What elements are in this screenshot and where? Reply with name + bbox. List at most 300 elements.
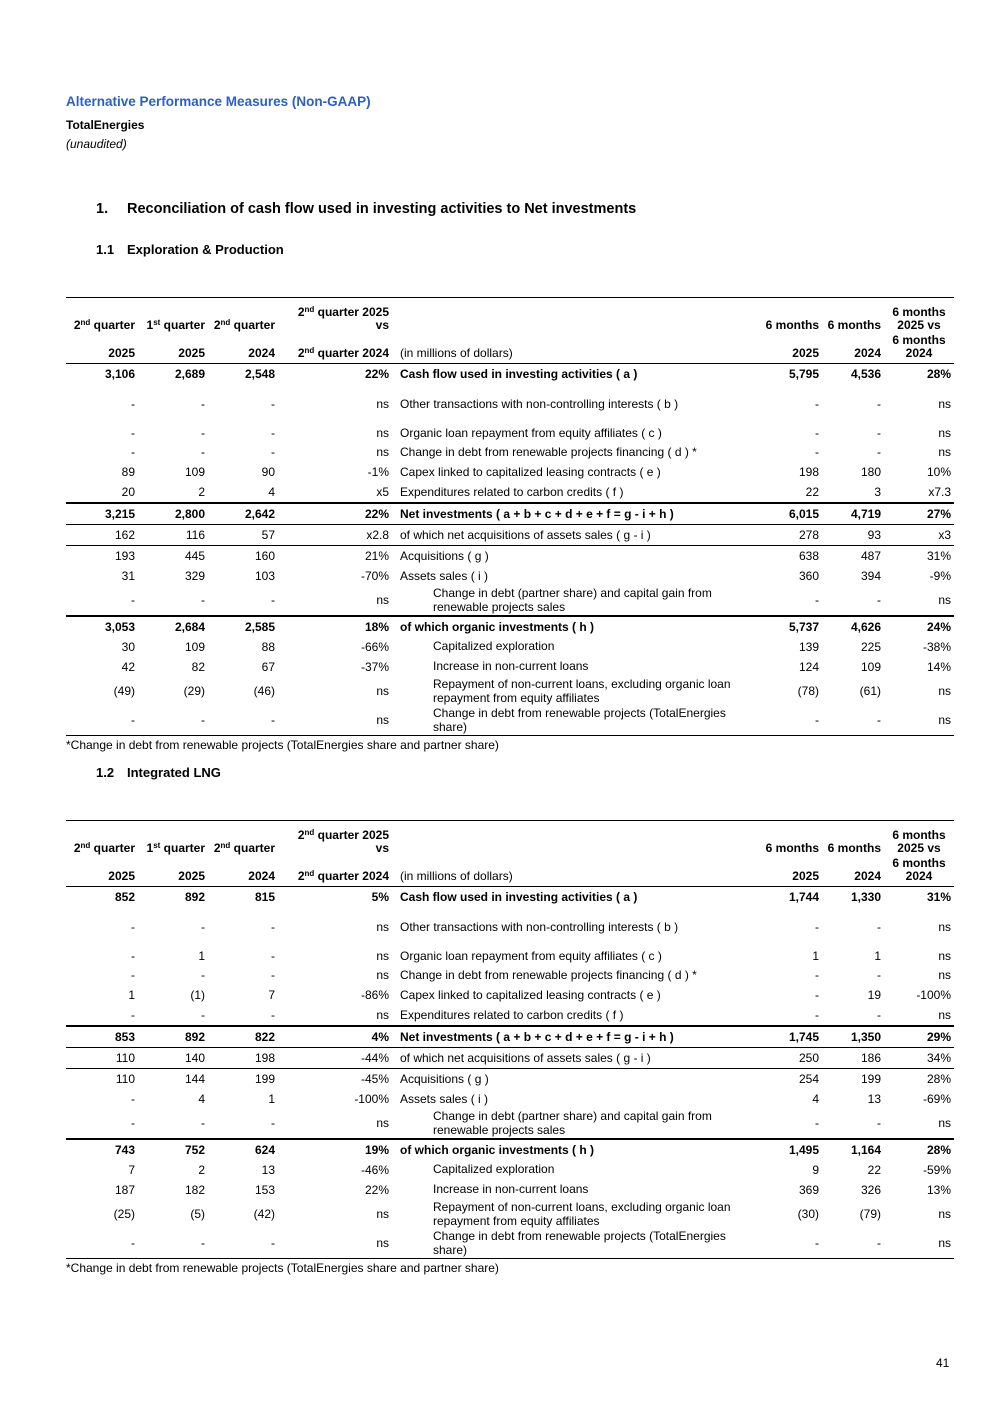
table-row (66, 706, 954, 736)
cell-q1-2025: 2 (198, 1162, 205, 1177)
cell-q2-2025: 20 (121, 484, 135, 499)
cell-q2-2025: 110 (66, 1069, 138, 1090)
cell-q1-2025: - (138, 706, 208, 736)
cell-quarter-variation: ns (376, 1207, 389, 1221)
cell-q2-2025: 743 (66, 1139, 138, 1160)
cell-q1-2025: 140 (138, 1048, 208, 1069)
cell-q1-2025: (29) (183, 684, 205, 698)
cell-q1-2025: 329 (184, 568, 205, 583)
cell-6m-2025: 9 (812, 1162, 819, 1177)
cell-q1-2025: 109 (184, 464, 205, 479)
cell-quarter-variation: -45% (278, 1069, 392, 1090)
cell-quarter-variation: x2.8 (278, 525, 392, 546)
cell-quarter-variation: ns (376, 593, 389, 607)
cell-6m-2024: - (877, 1007, 881, 1022)
cell-6m-variation: x7.3 (928, 484, 951, 499)
cell-q2-2025: 193 (66, 546, 138, 567)
cell-q2-2025: 3,053 (66, 616, 138, 637)
cell-q1-2025: - (201, 920, 205, 934)
cell-q2-2024: - (208, 706, 278, 736)
table-row (66, 907, 954, 936)
table-row (66, 657, 954, 677)
cell-q2-2024: - (271, 920, 275, 934)
table-row (66, 525, 954, 546)
cell-q2-2025: - (131, 920, 135, 934)
table-row (66, 1005, 954, 1026)
row-label: Acquisitions ( g ) (392, 1069, 756, 1090)
cell-6m-2024: 13 (867, 1091, 881, 1106)
cell-6m-2025: - (815, 593, 819, 607)
cell-q1-2025: (5) (190, 1207, 205, 1221)
table-row (66, 364, 954, 385)
table-row (66, 503, 954, 525)
table-footnote: *Change in debt from renewable projects (TotalEnergies share and partner share) (66, 738, 499, 752)
cell-6m-2025: - (815, 426, 819, 440)
cell-6m-2024: - (877, 426, 881, 440)
cell-6m-variation: ns (938, 397, 951, 411)
cell-6m-2025: 360 (798, 568, 819, 583)
row-label: Repayment of non-current loans, excluding organic loan repayment from equity affiliates (433, 677, 731, 705)
cell-quarter-variation: ns (278, 1229, 392, 1259)
cell-quarter-variation: 19% (278, 1139, 392, 1160)
cell-6m-2024: - (877, 1116, 881, 1130)
col-header-q2-2025: 2nd quarter (66, 821, 138, 858)
table-row (66, 413, 954, 442)
col-header-quarter-variation: 2nd quarter 2025 vs (278, 298, 392, 335)
cell-6m-2024: - (877, 593, 881, 607)
table-row (66, 384, 954, 413)
cell-6m-variation: 29% (884, 1026, 954, 1048)
cell-6m-2024: 4,536 (850, 366, 881, 381)
cell-6m-2024: - (822, 706, 884, 736)
cell-q1-2025: 4 (198, 1091, 205, 1106)
table-row (66, 936, 954, 965)
cell-quarter-variation: ns (376, 920, 389, 934)
cell-6m-2025: 254 (756, 1069, 822, 1090)
row-label: Change in debt from renewable projects (TotalEnergies share) (392, 706, 756, 736)
row-label: Assets sales ( i ) (400, 568, 489, 583)
reconciliation-table (66, 297, 954, 736)
cell-quarter-variation: 22% (364, 366, 389, 381)
cell-6m-2024: 93 (822, 525, 884, 546)
table-row (66, 1229, 954, 1259)
row-label: Change in debt from renewable projects financing ( d ) * (400, 444, 697, 459)
cell-6m-2024: - (822, 1229, 884, 1259)
cell-q2-2025: 853 (66, 1026, 138, 1048)
cell-q1-2025: - (201, 426, 205, 440)
row-label: of which net acquisitions of assets sales ( g - i ) (392, 525, 756, 546)
cell-6m-variation: ns (938, 426, 951, 440)
cell-6m-variation: ns (938, 949, 951, 963)
cell-6m-2024: 109 (860, 659, 881, 674)
cell-6m-variation: 28% (884, 1139, 954, 1160)
col-header-label-spacer (392, 821, 756, 858)
cell-q1-2025: - (201, 444, 205, 459)
col-header-year: 2024 (208, 857, 278, 887)
company-name: TotalEnergies (66, 118, 145, 132)
row-label: Acquisitions ( g ) (392, 546, 756, 567)
col-header-6m-variation: 6 months 2025 vs (884, 821, 954, 858)
row-label: Change in debt (partner share) and capital gain from renewable projects sales (433, 1109, 712, 1137)
cell-6m-variation: ns (938, 593, 951, 607)
cell-q2-2024: 57 (208, 525, 278, 546)
cell-q1-2025: 182 (184, 1182, 205, 1197)
cell-q2-2024: 198 (208, 1048, 278, 1069)
cell-q1-2025: 116 (138, 525, 208, 546)
cell-q2-2024: 160 (208, 546, 278, 567)
cell-q2-2025: - (66, 706, 138, 736)
cell-q2-2025: (49) (113, 684, 135, 698)
col-header-6m-2025: 6 months (756, 298, 822, 335)
col-header-year: 2025 (66, 334, 138, 364)
cell-q2-2024: (42) (253, 1207, 275, 1221)
cell-6m-2025: 1,745 (756, 1026, 822, 1048)
row-label: Other transactions with non-controlling interests ( b ) (400, 920, 679, 934)
cell-q2-2024: 153 (254, 1182, 275, 1197)
cell-q2-2025: 1 (128, 987, 135, 1002)
row-label: Change in debt (partner share) and capital gain from renewable projects sales (433, 586, 712, 614)
cell-6m-2024: - (877, 920, 881, 934)
col-header-6m-2025: 6 months (756, 821, 822, 858)
cell-q2-2025: 162 (66, 525, 138, 546)
cell-6m-2025: 5,795 (788, 366, 819, 381)
cell-6m-2024: 326 (860, 1182, 881, 1197)
cell-quarter-variation: -66% (360, 639, 389, 654)
cell-quarter-variation: ns (376, 1116, 389, 1130)
cell-q2-2025: 89 (121, 464, 135, 479)
col-header-year: 2024 (208, 334, 278, 364)
cell-6m-2025: 250 (756, 1048, 822, 1069)
cell-quarter-variation: 22% (364, 1182, 389, 1197)
row-label: Cash flow used in investing activities ( a ) (400, 366, 638, 381)
cell-q2-2025: - (131, 397, 135, 411)
cell-q2-2024: 815 (254, 889, 275, 904)
cell-6m-2024: 22 (867, 1162, 881, 1177)
row-label: of which net acquisitions of assets sales ( g - i ) (392, 1048, 756, 1069)
cell-6m-2025: (78) (797, 684, 819, 698)
cell-q1-2025: 1 (198, 949, 205, 963)
cell-quarter-variation: 18% (278, 616, 392, 637)
subsection-number: 1.1 (96, 242, 115, 257)
cell-q2-2024: 88 (261, 639, 275, 654)
cell-6m-2024: - (877, 967, 881, 982)
cell-q1-2025: 2 (198, 484, 205, 499)
col-header-year: 2024 (822, 857, 884, 887)
ep-table-container (66, 297, 954, 752)
cell-6m-2025: - (815, 1007, 819, 1022)
subsection-title-ep (96, 242, 284, 257)
cell-q1-2025: - (201, 397, 205, 411)
cell-q2-2025: 31 (121, 568, 135, 583)
cell-q1-2025: 892 (138, 1026, 208, 1048)
row-label: Capex linked to capitalized leasing contracts ( e ) (400, 464, 661, 479)
unit-label: (in millions of dollars) (392, 334, 756, 364)
cell-6m-2024: 1,330 (850, 889, 881, 904)
cell-quarter-variation: 22% (278, 503, 392, 525)
row-label: Change in debt from renewable projects (TotalEnergies share) (392, 1229, 756, 1259)
cell-6m-2025: - (756, 1229, 822, 1259)
row-label: Assets sales ( i ) (400, 1091, 489, 1106)
col-header-quarter-variation-bottom: 2nd quarter 2024 (278, 857, 392, 887)
table-row (66, 616, 954, 637)
col-header-quarter-variation: 2nd quarter 2025 vs (278, 821, 392, 858)
cell-quarter-variation: ns (376, 426, 389, 440)
col-header-label-spacer (392, 298, 756, 335)
cell-6m-2025: 1 (812, 949, 819, 963)
cell-6m-variation: 14% (926, 659, 951, 674)
cell-6m-variation: ns (938, 444, 951, 459)
cell-6m-2025: 1,744 (788, 889, 819, 904)
col-header-year: 2025 (66, 857, 138, 887)
cell-q2-2025: - (131, 1091, 135, 1106)
cell-q1-2025: 752 (138, 1139, 208, 1160)
cell-6m-2025: 139 (798, 639, 819, 654)
cell-quarter-variation: -100% (354, 1091, 389, 1106)
cell-q2-2024: 67 (261, 659, 275, 674)
cell-q2-2025: - (131, 967, 135, 982)
cell-q2-2024: 2,585 (208, 616, 278, 637)
row-label: Capitalized exploration (433, 1162, 555, 1177)
cell-q2-2024: 7 (268, 987, 275, 1002)
cell-6m-2025: 5,737 (756, 616, 822, 637)
col-header-q2-2024: 2nd quarter (208, 298, 278, 335)
cell-6m-2024: 4,719 (822, 503, 884, 525)
unaudited-note: (unaudited) (66, 137, 127, 151)
row-label: Expenditures related to carbon credits ( f ) (400, 484, 624, 499)
col-header-year: 2025 (756, 334, 822, 364)
table-row (66, 1200, 954, 1229)
cell-q2-2024: - (271, 444, 275, 459)
reconciliation-table (66, 820, 954, 1259)
col-header-q2-2025: 2nd quarter (66, 298, 138, 335)
cell-6m-2025: 198 (798, 464, 819, 479)
table-row (66, 566, 954, 586)
row-label: Increase in non-current loans (433, 1182, 589, 1197)
cell-q1-2025: - (201, 593, 205, 607)
cell-quarter-variation: -1% (367, 464, 389, 479)
cell-6m-2024: 1,164 (822, 1139, 884, 1160)
col-header-quarter-variation-bottom: 2nd quarter 2024 (278, 334, 392, 364)
cell-6m-variation: ns (938, 1207, 951, 1221)
subsection-title-text: Integrated LNG (127, 765, 221, 780)
table-row (66, 637, 954, 657)
cell-quarter-variation: -46% (360, 1162, 389, 1177)
cell-6m-2024: 487 (822, 546, 884, 567)
cell-quarter-variation: -86% (360, 987, 389, 1002)
cell-quarter-variation: -37% (360, 659, 389, 674)
row-label: Increase in non-current loans (433, 659, 589, 674)
cell-quarter-variation: -44% (278, 1048, 392, 1069)
cell-q2-2024: - (271, 1007, 275, 1022)
row-label: Change in debt from renewable projects financing ( d ) * (400, 967, 697, 982)
cell-quarter-variation: x5 (376, 484, 389, 499)
cell-6m-variation: 27% (884, 503, 954, 525)
cell-6m-2025: - (815, 987, 819, 1002)
cell-6m-2025: 369 (798, 1182, 819, 1197)
cell-q1-2025: 109 (184, 639, 205, 654)
cell-quarter-variation: ns (376, 397, 389, 411)
cell-q2-2025: 3,106 (104, 366, 135, 381)
header-row-bottom (66, 857, 954, 887)
cell-6m-2025: (30) (797, 1207, 819, 1221)
table-row (66, 887, 954, 908)
cell-6m-variation: ns (938, 1007, 951, 1022)
subsection-title-text: Exploration & Production (127, 242, 284, 257)
cell-q2-2024: 199 (208, 1069, 278, 1090)
cell-q2-2024: 90 (261, 464, 275, 479)
cell-q2-2025: - (131, 593, 135, 607)
cell-6m-2024: - (877, 444, 881, 459)
cell-q1-2025: - (138, 1229, 208, 1259)
cell-6m-2025: 4 (812, 1091, 819, 1106)
cell-q1-2025: 144 (138, 1069, 208, 1090)
cell-6m-2025: - (815, 1116, 819, 1130)
subsection-title-lng (96, 765, 221, 780)
cell-6m-variation: ns (938, 684, 951, 698)
col-header-year: 2024 (822, 334, 884, 364)
row-label: Repayment of non-current loans, excluding organic loan repayment from equity affiliates (433, 1200, 731, 1228)
cell-6m-variation: -69% (922, 1091, 951, 1106)
cell-6m-2025: - (815, 920, 819, 934)
cell-q1-2025: 445 (138, 546, 208, 567)
cell-q1-2025: (1) (190, 987, 205, 1002)
cell-6m-2024: 180 (860, 464, 881, 479)
cell-q2-2024: 624 (208, 1139, 278, 1160)
cell-q2-2024: (46) (253, 684, 275, 698)
row-label: Cash flow used in investing activities ( a ) (400, 889, 638, 904)
cell-q1-2025: - (201, 1116, 205, 1130)
table-row (66, 462, 954, 482)
table-row (66, 1026, 954, 1048)
cell-6m-variation: 24% (884, 616, 954, 637)
cell-quarter-variation: -70% (360, 568, 389, 583)
cell-q2-2024: - (271, 949, 275, 963)
document-header-title: Alternative Performance Measures (Non-GAAP) (66, 94, 371, 109)
cell-quarter-variation: 5% (371, 889, 389, 904)
cell-6m-2025: 22 (805, 484, 819, 499)
page-number: 41 (936, 1356, 950, 1370)
cell-q2-2025: - (66, 1229, 138, 1259)
row-label: of which organic investments ( h ) (392, 616, 756, 637)
cell-6m-2025: 6,015 (756, 503, 822, 525)
cell-q1-2025: 2,684 (138, 616, 208, 637)
cell-6m-variation: ns (884, 706, 954, 736)
col-header-year: 2025 (138, 857, 208, 887)
cell-quarter-variation: ns (376, 444, 389, 459)
cell-q2-2025: - (131, 949, 135, 963)
cell-q1-2025: 2,689 (174, 366, 205, 381)
table-row (66, 985, 954, 1005)
row-label: Net investments ( a + b + c + d + e + f = g - i + h ) (392, 1026, 756, 1048)
cell-quarter-variation: ns (376, 949, 389, 963)
cell-q2-2025: 7 (128, 1162, 135, 1177)
cell-6m-variation: 31% (884, 546, 954, 567)
col-header-year: 2025 (756, 857, 822, 887)
table-row (66, 546, 954, 567)
cell-6m-2024: 199 (822, 1069, 884, 1090)
subsection-number: 1.2 (96, 765, 115, 780)
row-label: Organic loan repayment from equity affiliates ( c ) (400, 949, 662, 963)
cell-q2-2024: 2,642 (208, 503, 278, 525)
cell-6m-2024: 4,626 (822, 616, 884, 637)
row-label: Other transactions with non-controlling interests ( b ) (400, 397, 679, 411)
table-row (66, 1069, 954, 1090)
cell-q1-2025: - (201, 967, 205, 982)
header-row-top (66, 298, 954, 335)
cell-q2-2024: - (271, 593, 275, 607)
cell-quarter-variation: 4% (278, 1026, 392, 1048)
cell-6m-2024: 186 (822, 1048, 884, 1069)
cell-6m-variation: -59% (922, 1162, 951, 1177)
cell-q2-2025: 852 (114, 889, 135, 904)
cell-6m-2025: 124 (798, 659, 819, 674)
cell-q1-2025: - (201, 1007, 205, 1022)
cell-q2-2024: 103 (254, 568, 275, 583)
col-header-6m-variation: 6 months 2025 vs (884, 298, 954, 335)
cell-6m-2024: - (877, 397, 881, 411)
table-row (66, 1109, 954, 1139)
row-label: Capex linked to capitalized leasing contracts ( e ) (400, 987, 661, 1002)
col-header-6m-variation-bottom: 6 months 2024 (884, 334, 954, 364)
cell-6m-2025: 1,495 (756, 1139, 822, 1160)
table-row (66, 1139, 954, 1160)
cell-q2-2025: - (131, 1116, 135, 1130)
table-row (66, 482, 954, 503)
cell-q2-2025: 110 (66, 1048, 138, 1069)
cell-quarter-variation: ns (376, 684, 389, 698)
cell-q1-2025: 2,800 (138, 503, 208, 525)
row-label: Net investments ( a + b + c + d + e + f = g - i + h ) (392, 503, 756, 525)
cell-q2-2025: - (131, 1007, 135, 1022)
cell-q2-2024: 822 (208, 1026, 278, 1048)
section-title (96, 201, 636, 217)
cell-q2-2025: - (131, 444, 135, 459)
cell-q2-2024: 1 (268, 1091, 275, 1106)
row-label: Expenditures related to carbon credits ( f ) (400, 1007, 624, 1022)
cell-6m-2025: - (756, 706, 822, 736)
col-header-q1-2025: 1st quarter (138, 298, 208, 335)
cell-6m-2024: (61) (859, 684, 881, 698)
cell-6m-2024: (79) (859, 1207, 881, 1221)
table-row (66, 442, 954, 462)
cell-q2-2025: 42 (121, 659, 135, 674)
cell-quarter-variation: ns (376, 1007, 389, 1022)
table-footnote: *Change in debt from renewable projects (TotalEnergies share and partner share) (66, 1261, 499, 1275)
cell-quarter-variation: ns (278, 706, 392, 736)
section-number: 1. (96, 201, 109, 217)
lng-table-container (66, 820, 954, 1275)
cell-q2-2024: - (271, 1116, 275, 1130)
table-row (66, 965, 954, 985)
col-header-6m-2024: 6 months (822, 821, 884, 858)
cell-6m-variation: 10% (926, 464, 951, 479)
cell-6m-variation: 13% (926, 1182, 951, 1197)
cell-6m-2024: 19 (867, 987, 881, 1002)
cell-6m-2024: 3 (874, 484, 881, 499)
cell-6m-variation: x3 (884, 525, 954, 546)
cell-6m-variation: -38% (922, 639, 951, 654)
table-row (66, 1180, 954, 1200)
cell-6m-2024: 394 (860, 568, 881, 583)
cell-q2-2025: 30 (121, 639, 135, 654)
cell-6m-variation: 28% (926, 366, 951, 381)
cell-q2-2025: - (131, 426, 135, 440)
cell-q2-2024: - (271, 967, 275, 982)
cell-6m-2024: 225 (860, 639, 881, 654)
cell-q2-2024: 2,548 (244, 366, 275, 381)
cell-6m-2024: 1 (874, 949, 881, 963)
cell-6m-2025: - (815, 397, 819, 411)
